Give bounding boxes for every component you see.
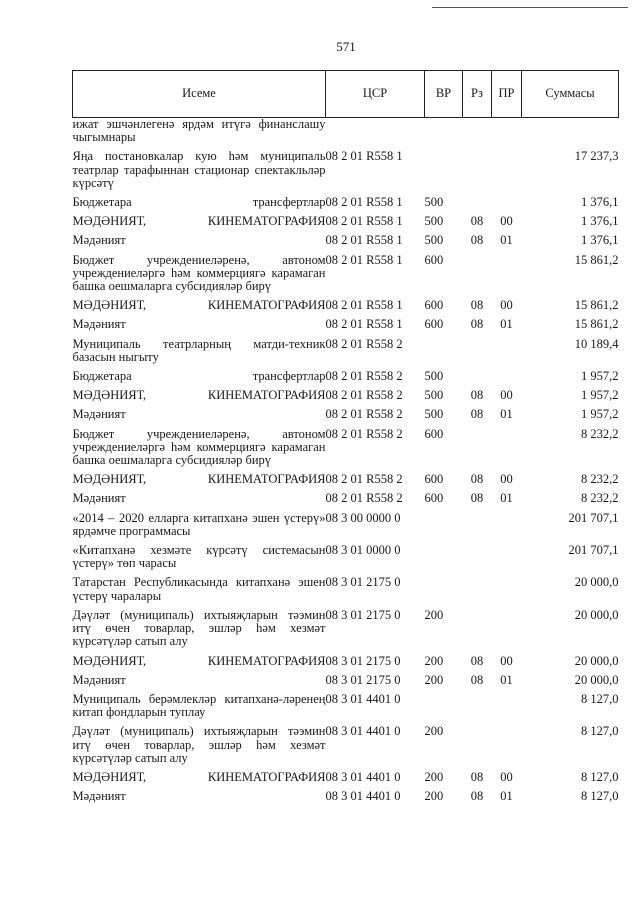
cell-csr: 08 3 01 4401 0 [325,789,401,804]
table-body [73,118,619,810]
table-row [73,512,619,544]
cell-name: Мәдәният [72,789,126,804]
cell-rz [463,609,492,655]
cell-amount: 20 000,0 [574,653,619,668]
cell-name: Муниципаль театрларның матди-техник базасын ныгыту [72,336,326,364]
cell-amount [522,118,619,151]
cell-csr: 08 2 01 R558 2 [325,336,403,351]
cell-amount: 8 232,2 [581,491,619,506]
cell-vr [425,338,463,370]
cell-name: Муниципаль берәмлекләр китапханә-ләренең китап фондларын туплау [72,691,326,720]
cell-name: Мәдәният [72,491,126,506]
cell-vr: 600 [424,298,444,313]
top-rule [432,7,628,8]
cell-amount: 8 232,2 [581,472,619,487]
cell-name: МӘДӘНИЯТ, КИНЕМАТОГРАФИЯ [72,214,326,229]
cell-rz: 08 [470,388,484,403]
cell-vr [425,118,463,151]
cell-rz [463,118,492,151]
cell-csr: 08 2 01 R558 2 [325,369,403,384]
cell-name: МӘДӘНИЯТ, КИНЕМАТОГРАФИЯ [72,653,326,668]
cell-vr [425,512,463,544]
table-row [73,150,619,196]
cell-pr: 01 [500,233,513,248]
cell-pr: 01 [500,407,513,422]
cell-amount: 15 861,2 [574,317,619,332]
cell-rz: 08 [470,472,484,487]
cell-amount: 1 376,1 [581,233,619,248]
cell-name: ижат эшчәнлегенә ярдәм итүгә финанслашу чыгымнары [72,117,326,145]
table-row [73,370,619,389]
cell-name: Бюджет учреждениеләренә, автоном учреждениеләргә һәм коммерциягә карамаган башка оешмаларга субсидияләр бирү [72,426,326,468]
cell-vr: 500 [424,233,444,248]
cell-rz [463,428,492,474]
cell-csr: 08 3 01 0000 0 [325,543,401,558]
cell-rz: 08 [470,653,484,668]
cell-rz: 08 [470,407,484,422]
cell-amount: 8 127,0 [581,789,619,804]
table-row [73,674,619,693]
cell-rz [463,576,492,608]
table-row [73,428,619,474]
cell-csr: 08 2 01 R558 2 [325,407,403,422]
header-vr: ВР [425,71,463,118]
cell-csr: 08 2 01 R558 2 [325,491,403,506]
cell-vr: 200 [424,789,444,804]
cell-csr: 08 3 01 4401 0 [325,724,401,739]
cell-csr: 08 3 01 4401 0 [325,691,401,706]
cell-vr [425,693,463,725]
cell-rz [463,254,492,300]
cell-vr: 600 [424,426,444,441]
cell-pr [492,725,522,771]
cell-amount: 201 707,1 [568,510,619,525]
table-row [73,118,619,151]
cell-csr [326,118,425,151]
cell-pr: 01 [500,672,513,687]
table-row [73,576,619,608]
cell-csr: 08 2 01 R558 1 [325,298,403,313]
cell-csr: 08 3 00 0000 0 [325,510,401,525]
cell-rz: 08 [470,789,484,804]
cell-name: МӘДӘНИЯТ, КИНЕМАТОГРАФИЯ [72,388,326,403]
cell-amount: 1 957,2 [581,388,619,403]
cell-amount: 17 237,3 [574,149,619,164]
header-rz: Рз [463,71,492,118]
cell-name: «2014 – 2020 елларга китапханә эшен үстерү» ярдәмче программасы [72,510,326,538]
cell-name: Мәдәният [72,407,126,422]
cell-amount: 10 189,4 [574,336,619,351]
cell-csr: 08 3 01 2175 0 [325,575,401,590]
cell-pr [492,338,522,370]
cell-rz: 08 [470,672,484,687]
header-csr: ЦСР [326,71,425,118]
cell-rz [463,512,492,544]
table-row [73,492,619,511]
cell-name: Татарстан Республикасында китапханә эшен үстерү чаралары [72,575,326,603]
cell-amount: 15 861,2 [574,252,619,267]
cell-pr [492,370,522,389]
cell-vr: 200 [424,724,444,739]
table-row [73,389,619,408]
cell-vr: 500 [424,369,444,384]
cell-pr: 01 [500,491,513,506]
cell-csr: 08 3 01 4401 0 [325,769,401,784]
cell-amount: 8 127,0 [581,724,619,739]
table-row [73,693,619,725]
table-row [73,771,619,790]
page-number: 571 [336,39,356,54]
cell-csr: 08 2 01 R558 1 [325,317,403,332]
table-row [73,318,619,337]
cell-name: Мәдәният [72,233,126,248]
table-row [73,473,619,492]
cell-csr: 08 3 01 2175 0 [325,607,401,622]
cell-pr [492,196,522,215]
cell-pr [492,693,522,725]
cell-vr: 500 [424,214,444,229]
cell-name: Бюджетара трансфертлар [72,195,326,210]
cell-pr [492,512,522,544]
cell-amount: 15 861,2 [574,298,619,313]
cell-name: Мәдәният [72,317,126,332]
cell-pr: 00 [500,388,513,403]
cell-vr: 600 [424,491,444,506]
cell-csr: 08 2 01 R558 1 [325,233,403,248]
cell-pr [492,254,522,300]
table-row [73,725,619,771]
cell-rz: 08 [470,769,484,784]
cell-vr: 200 [424,653,444,668]
cell-rz: 08 [470,298,484,313]
cell-vr: 500 [424,388,444,403]
cell-amount: 1 376,1 [581,214,619,229]
cell-rz [463,196,492,215]
cell-csr: 08 2 01 R558 2 [325,388,403,403]
table-row [73,609,619,655]
cell-rz: 08 [470,317,484,332]
cell-name: «Китапханә хезмәте күрсәтү системасын үстерү» төп чарасы [72,543,326,571]
cell-vr: 600 [424,252,444,267]
cell-pr [492,576,522,608]
table-row [73,299,619,318]
cell-rz [463,693,492,725]
header-pr: ПР [492,71,522,118]
cell-amount: 8 127,0 [581,691,619,706]
cell-csr: 08 3 01 2175 0 [325,653,401,668]
cell-amount: 20 000,0 [574,607,619,622]
table-row [73,408,619,427]
table-header-row [73,71,619,118]
cell-amount: 8 232,2 [581,426,619,441]
cell-pr [492,609,522,655]
cell-name: Бюджет учреждениеләренә, автоном учреждениеләргә һәм коммерциягә карамаган башка оешмаларга субсидияләр бирү [72,252,326,294]
cell-pr: 01 [500,317,513,332]
cell-rz [463,150,492,196]
cell-amount: 1 957,2 [581,407,619,422]
cell-amount: 8 127,0 [581,769,619,784]
cell-amount: 201 707,1 [568,543,619,558]
table-row [73,234,619,253]
cell-pr: 01 [500,789,513,804]
cell-vr: 500 [424,407,444,422]
cell-amount: 1 957,2 [581,369,619,384]
table-row [73,790,619,809]
table-row [73,215,619,234]
cell-name: Яңа постановкалар кую һәм муниципаль театрлар тарафыннан стационар спектакльләр күрсәтү [72,149,326,190]
cell-csr: 08 2 01 R558 1 [325,214,403,229]
table-row [73,338,619,370]
cell-rz [463,725,492,771]
cell-amount: 20 000,0 [574,672,619,687]
cell-rz [463,544,492,576]
cell-name: МӘДӘНИЯТ, КИНЕМАТОГРАФИЯ [72,472,326,487]
cell-rz: 08 [470,491,484,506]
cell-name: Дәүләт (муниципаль) ихтыяҗларын тәэмин итү өчен товарлар, эшләр һәм хезмәт күрсәтүләр сатып алу [72,607,326,649]
table-row [73,544,619,576]
header-name: Исеме [73,71,326,118]
cell-csr: 08 3 01 2175 0 [325,672,401,687]
cell-csr: 08 2 01 R558 2 [325,426,403,441]
cell-vr: 600 [424,317,444,332]
cell-csr: 08 2 01 R558 1 [325,149,403,164]
cell-vr: 200 [424,607,444,622]
cell-pr [492,544,522,576]
cell-pr: 00 [500,472,513,487]
cell-pr [492,428,522,474]
cell-pr: 00 [500,653,513,668]
cell-pr [492,118,522,151]
cell-amount: 20 000,0 [574,575,619,590]
table-row [73,254,619,300]
cell-vr: 200 [424,769,444,784]
cell-csr: 08 2 01 R558 1 [325,195,403,210]
budget-table [72,70,619,809]
cell-rz [463,338,492,370]
cell-csr: 08 2 01 R558 1 [325,252,403,267]
cell-rz: 08 [470,214,484,229]
table-row [73,655,619,674]
cell-pr: 00 [500,298,513,313]
cell-csr: 08 2 01 R558 2 [325,472,403,487]
cell-vr [425,544,463,576]
cell-pr: 00 [500,769,513,784]
cell-vr [425,576,463,608]
table-row [73,196,619,215]
cell-vr: 500 [424,195,444,210]
cell-vr: 200 [424,672,444,687]
cell-rz [463,370,492,389]
cell-name: Бюджетара трансфертлар [72,369,326,384]
cell-pr [492,150,522,196]
cell-vr: 600 [424,472,444,487]
cell-name: МӘДӘНИЯТ, КИНЕМАТОГРАФИЯ [72,769,326,784]
cell-vr [425,150,463,196]
cell-rz: 08 [470,233,484,248]
cell-name: Мәдәният [72,672,126,687]
cell-amount: 1 376,1 [581,195,619,210]
cell-name: МӘДӘНИЯТ, КИНЕМАТОГРАФИЯ [72,298,326,313]
header-amount: Суммасы [522,71,619,118]
cell-pr: 00 [500,214,513,229]
cell-name: Дәүләт (муниципаль) ихтыяҗларын тәэмин итү өчен товарлар, эшләр һәм хезмәт күрсәтүләр сатып алу [72,724,326,765]
